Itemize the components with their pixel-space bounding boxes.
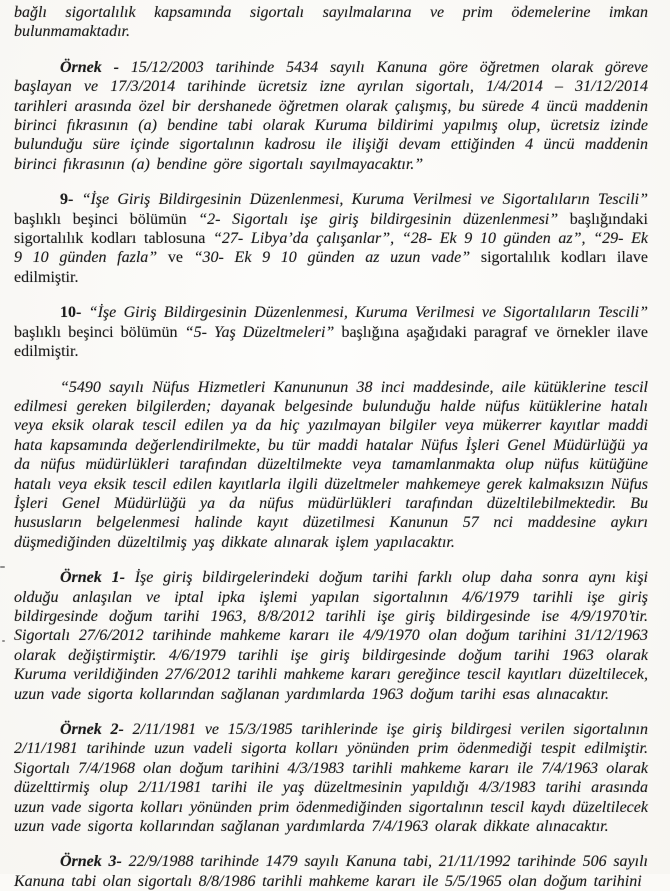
paragraph-item-10 [14,303,648,361]
text-segment: Örnek 2- [60,721,133,738]
text-segment: Örnek - [60,58,131,76]
text-segment: Örnek 3- [60,853,129,871]
text-segment: “5490 sayılı Nüfus Hizmetleri Kanununun 38 inci maddesinde, aile kütüklerine tescil edilmesi gereken bilgilerden; dayanak belgesinde bulunduğu halde nüfus kütüklerine hatalı veya eksik olarak tescil edilen ya da hiç yazılmayan bilgiler veya mükerrer kayıtlar maddi hata kapsamında değerlendirilmekte, bu tür maddi hatalar Nüfus İşleri Genel Müdürlüğü ya da nüfus müdürlükleri tarafından düzeltilmekte veya tamamlanmakta olup nüfus kütüğüne hatalı veya eksik tescil edilen kayıtlarla ilgili düzeltmeler mahkemeye gerek kalmaksızın Nüfus İşleri Genel Müdürlüğü ya da nüfus müdürlükleri tarafından düzeltilebilmektedir. Bu hususların belgelenmesi halinde kayıt düzetilmesi Kanunun 57 nci maddesine aykırı düşmediğinden düzeltilmiş yaş dikkate alınarak işlem yapılacaktır. [14,378,648,551]
text-segment: “2- Sigortalı işe giriş bildirgesinin düzenlenmesi” [198,210,559,228]
text-segment: “30- Ek 9 10 günden az uzun vade” [193,249,471,267]
text-segment: “27- Libya’da çalışanlar”, “28- Ek 9 10 günden az”, “29- Ek 9 10 günden fazla” [14,230,648,267]
paragraph-item-9 [14,190,648,287]
scan-artifact [2,640,5,642]
text-segment: sigortalılık kodları ilave edilmiştir. [14,249,648,286]
text-segment: “5- Yaş Düzeltmeleri” [184,323,335,341]
text-segment: başlıklı beşinci bölümün [14,210,199,228]
scan-artifact [0,566,5,568]
paragraph-ornek-3 [14,852,648,891]
paragraph-ornek-2 [14,720,648,836]
text-segment: 9- [60,191,82,209]
text-segment: “İşe Giriş Bildirgesinin Düzenlenmesi, Kuruma Verilmesi ve Sigortalıların Tescili” [88,304,648,322]
text-segment: ve [157,249,194,267]
text-segment: 15/12/2003 tarihinde 5434 sayılı Kanuna göre öğretmen olarak göreve başlayan ve 17/3/2014 tarihinde ücretsiz izne ayrılan sigortalı, 1/4/2014 – 31/12/2014 tarihleri arasında özel bir dershanede öğretmen olarak çalışmış, bu sürede 4 üncü maddenin birinci fıkrasının (a) bendine tabi olarak Kuruma bildirimi yapılmış olup, ücretsiz izinde bulunduğu süre içinde sigortalının kadrosu ile ilişiği devam ettiğinden 4 üncü maddenin birinci fıkrasının (a) bendine göre sigortalı sayılmayacaktır.” [14,58,648,173]
text-segment: İşe giriş bildirgelerindeki doğum tarihi farklı olup daha sonra aynı kişi olduğu anlaşılan ve iptal ipka işlemi yapılan sigortalının 4/6/1979 tarihli işe giriş bildirgesinde doğum tarihi 1963, 8/8/2012 tarihli işe giriş bildirgesinde ise 4/9/1970’tir. Sigortalı 27/6/2012 tarihinde mahkeme kararı ile 4/9/1970 olan doğum tarihini 31/12/1963 olarak değiştirmiştir. 4/6/1979 tarihli işe giriş bildirgesinde doğum tarihi 1963 olarak Kuruma verildiğinden 27/6/2012 tarihli mahkeme kararı gereğince tescil kayıtları düzeltilecek, uzun vade sigorta kollarından sağlanan yardımlarda 1963 doğum tarihi esas alınacaktır. [14,569,648,703]
text-segment: 2/11/1981 ve 15/3/1985 tarihlerinde işe giriş bildirgesi verilen sigortalının 2/11/1981 tarihinde uzun vadeli sigorta kolları yönünden prim ödenmediği tespit edilmiştir. Sigortalı 7/4/1968 olan doğum tarihini 4/3/1983 tarihli mahkeme kararı ile 7/4/1963 olarak düzelttirmiş olup 2/11/1981 tarihi ile yaş düzeltmesinin yapıldığı 4/3/1983 tarihi arasında uzun vade sigorta kolları yönünden prim ödenmediğinden sigortalının tescil kaydı düzeltilecek uzun vade sigorta kollarından sağlanan yardımlarda 7/4/1963 olarak dikkate alınacaktır. [14,721,648,836]
paragraph-5490-kanun [14,378,648,553]
text-segment: “İşe Giriş Bildirgesinin Düzenlenmesi, Kuruma Verilmesi ve Sigortalıların Tescili” [81,191,648,209]
text-segment: Örnek 1- [60,569,135,587]
paragraph-continuation [14,3,648,42]
text-segment: başlığına aşağıdaki paragraf ve örnekler ilave edilmiştir. [14,323,649,361]
paragraph-ornek [14,58,648,174]
text-segment: başlığındaki sigortalılık kodları tablosuna [14,210,648,248]
text-segment: 10- [60,304,89,322]
text-segment: 22/9/1988 tarihinde 1479 sayılı Kanuna tabi, 21/11/1992 tarihinde 506 sayılı Kanuna tabi olan sigortalı 8/8/1986 tarihli mahkeme kararı ile 5/5/1965 olan doğum tarihini [14,853,648,890]
text-segment: başlıklı beşinci bölümün [14,323,185,341]
paragraph-ornek-1 [14,568,648,704]
text-segment: bağlı sigortalılık kapsamında sigortalı sayılmalarına ve prim ödemelerine imkan bulunmamaktadır. [14,4,648,41]
